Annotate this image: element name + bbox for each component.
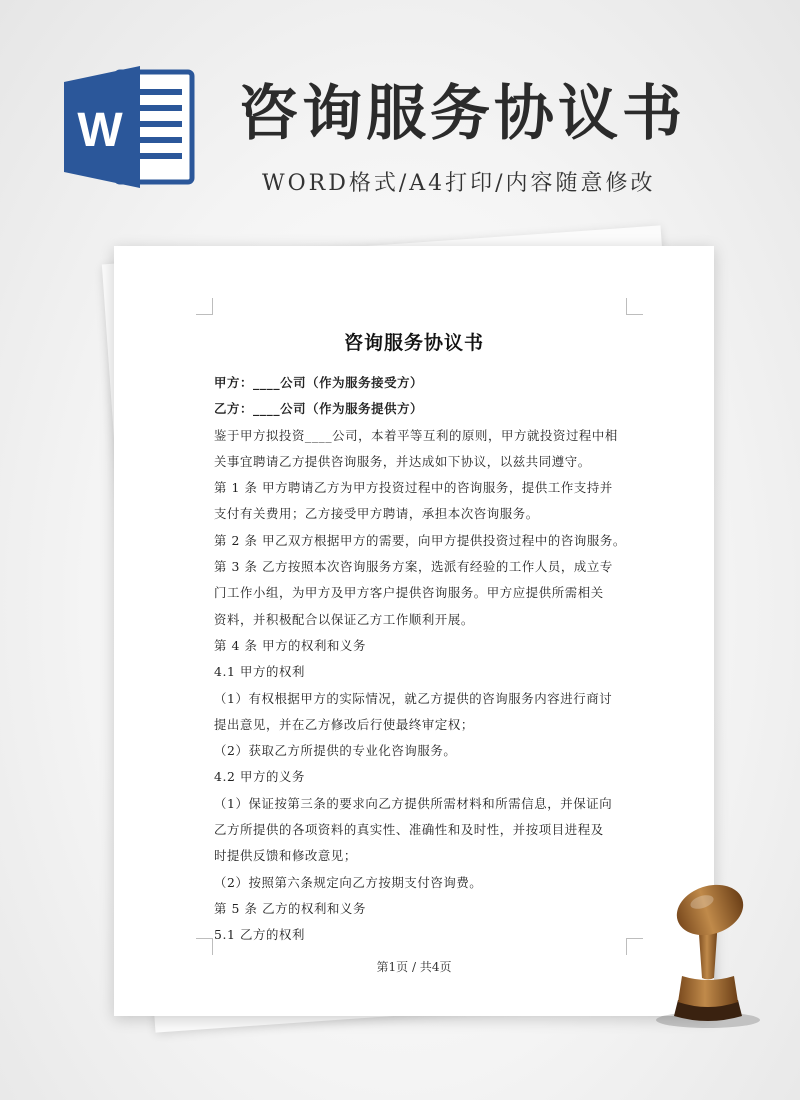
page-title: 咨询服务协议书 xyxy=(238,79,686,149)
document-title: 咨询服务协议书 xyxy=(343,332,484,354)
subsection-heading: 5.1 乙方的权利 xyxy=(214,927,305,943)
paragraph-line: （1）有权根据甲方的实际情况，就乙方提供的咨询服务内容进行商讨 xyxy=(214,690,613,706)
paragraph-line: 第 2 条 甲乙双方根据甲方的需要，向甲方提供投资过程中的咨询服务。 xyxy=(214,532,626,548)
paragraph-line: 提出意见，并在乙方修改后行使最终审定权； xyxy=(214,716,474,732)
wooden-seal-stamp-icon xyxy=(648,880,766,1030)
party-b-line: 乙方：____公司（作为服务提供方） xyxy=(214,401,424,417)
party-a-line: 甲方：____公司（作为服务接受方） xyxy=(214,375,424,390)
paragraph-line: 资料，并积极配合以保证乙方工作顺利开展。 xyxy=(214,611,474,627)
margin-corner-top-left xyxy=(196,298,213,315)
paragraph-line: 第 3 条 乙方按照本次咨询服务方案，选派有经验的工作人员，成立专 xyxy=(214,559,613,575)
word-document-icon xyxy=(64,64,196,190)
paragraph-line: （1）保证按第三条的要求向乙方提供所需材料和所需信息，并保证向 xyxy=(214,795,613,811)
margin-corner-bottom-left xyxy=(196,938,213,955)
svg-text:W: W xyxy=(77,104,123,157)
margin-corner-bottom-right xyxy=(626,938,643,955)
paragraph-line: 支付有关费用；乙方接受甲方聘请，承担本次咨询服务。 xyxy=(214,506,539,522)
margin-corner-top-right xyxy=(626,298,643,315)
page-subtitle: WORD格式/A4打印/内容随意修改 xyxy=(262,171,656,196)
subsection-heading: 4.1 甲方的权利 xyxy=(214,664,305,680)
section-heading: 第 4 条 甲方的权利和义务 xyxy=(214,637,367,653)
paragraph-line: 第 1 条 甲方聘请乙方为甲方投资过程中的咨询服务，提供工作支持并 xyxy=(214,480,613,496)
page-number-footer: 第1页 / 共4页 xyxy=(376,960,452,974)
subsection-heading: 4.2 甲方的义务 xyxy=(214,769,305,785)
paragraph-line: 时提供反馈和修改意见； xyxy=(214,848,357,864)
paragraph-line: 鉴于甲方拟投资____公司，本着平等互利的原则，甲方就投资过程中相 xyxy=(214,427,618,443)
document-page xyxy=(114,246,714,1016)
paragraph-line: 乙方所提供的各项资料的真实性、准确性和及时性，并按项目进程及 xyxy=(214,822,604,838)
section-heading: 第 5 条 乙方的权利和义务 xyxy=(214,900,367,916)
paragraph-line: （2）按照第六条规定向乙方按期支付咨询费。 xyxy=(214,874,483,890)
paragraph-line: 门工作小组，为甲方及甲方客户提供咨询服务。甲方应提供所需相关 xyxy=(214,585,604,601)
document-body xyxy=(214,370,628,949)
paragraph-line: 关事宜聘请乙方提供咨询服务，并达成如下协议，以兹共同遵守。 xyxy=(214,453,591,469)
paragraph-line: （2）获取乙方所提供的专业化咨询服务。 xyxy=(214,743,457,759)
